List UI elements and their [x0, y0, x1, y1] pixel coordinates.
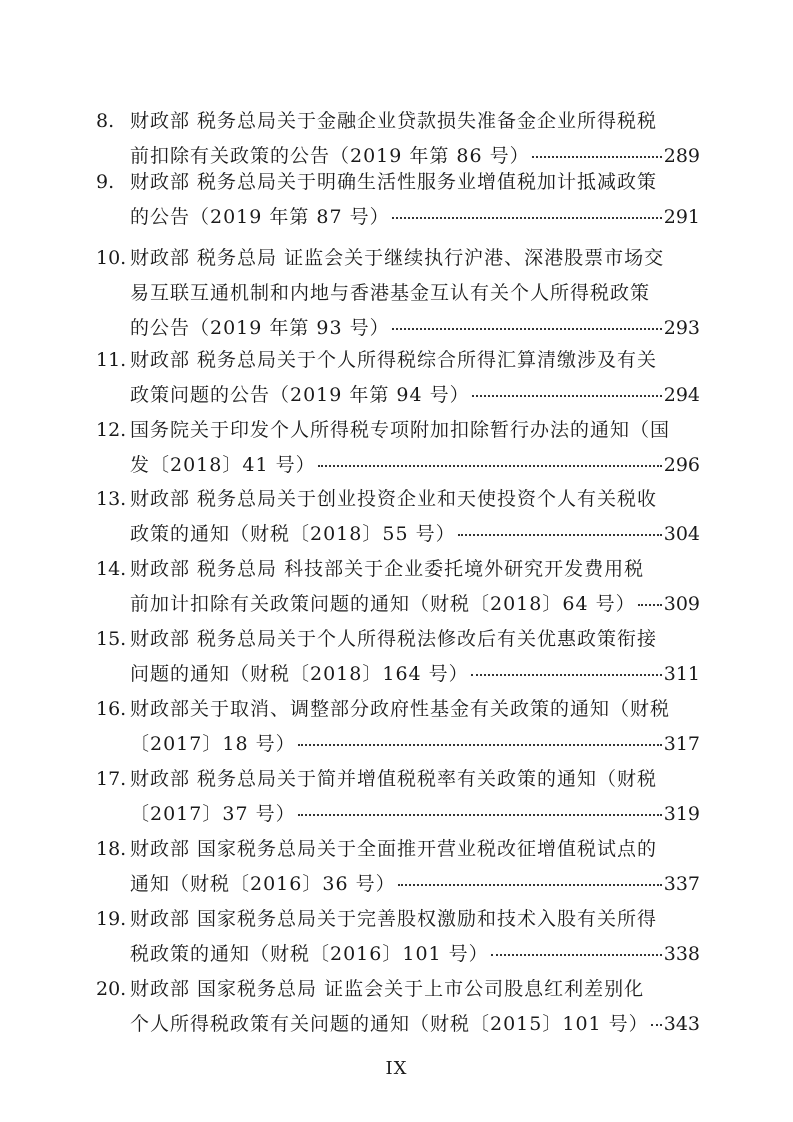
toc-entry-line	[96, 378, 700, 413]
toc-entry-line	[96, 343, 700, 378]
toc-entry-line	[96, 937, 700, 972]
toc-entry[interactable]	[96, 482, 700, 552]
toc-entry-title: 财政部 国家税务总局关于完善股权激励和技术入股有关所得	[130, 908, 658, 930]
toc-entry-line	[96, 657, 700, 692]
toc-page-number: 293	[663, 317, 700, 339]
toc-entry-title: 财政部 国家税务总局关于全面推开营业税改征增值税试点的	[130, 838, 658, 860]
toc-entry[interactable]	[96, 552, 700, 622]
toc-entry-title: 前扣除有关政策的公告（2019 年第 86 号）	[130, 145, 530, 167]
toc-entry-title: 前加计扣除有关政策问题的通知（财税〔2018〕64 号）	[130, 593, 636, 615]
toc-entry-title: 财政部 税务总局关于个人所得税综合所得汇算清缴涉及有关	[130, 349, 658, 371]
toc-page-number: 291	[663, 206, 700, 228]
toc-entry-line	[96, 517, 700, 552]
toc-entry-line	[96, 727, 700, 762]
toc-entry-line	[96, 200, 700, 235]
toc-entry-title: 的公告（2019 年第 87 号）	[130, 206, 390, 228]
toc-entry-title: 的公告（2019 年第 93 号）	[130, 317, 390, 339]
toc-page-number: 317	[663, 733, 700, 755]
toc-entry[interactable]	[96, 165, 700, 235]
toc-leader-dots	[318, 465, 662, 467]
page-number: IX	[385, 1058, 408, 1079]
toc-entry-title: 财政部 税务总局关于明确生活性服务业增值税加计抵减政策	[130, 171, 658, 193]
toc-entry[interactable]	[96, 104, 700, 174]
toc-entry-title: 〔2017〕18 号）	[130, 733, 296, 755]
toc-entry-line	[96, 832, 700, 867]
toc-entry-line	[96, 104, 700, 139]
toc-entry-line	[96, 552, 700, 587]
toc-page-number: 337	[663, 873, 700, 895]
toc-leader-dots	[298, 744, 662, 746]
toc-entry-title: 财政部关于取消、调整部分政府性基金有关政策的通知（财税	[130, 698, 671, 720]
toc-entry-number: 13.	[96, 488, 127, 510]
toc-page-number: 309	[663, 593, 700, 615]
toc-page-number: 294	[663, 384, 700, 406]
toc-entry-number: 20.	[96, 978, 127, 1000]
toc-entry-line	[96, 797, 700, 832]
toc-entry[interactable]	[96, 972, 700, 1042]
toc-leader-dots	[651, 1024, 662, 1026]
toc-entry-title: 问题的通知（财税〔2018〕164 号）	[130, 663, 469, 685]
toc-entry-line	[96, 448, 700, 483]
toc-page-number: 343	[663, 1013, 700, 1035]
toc-page-number: 304	[663, 523, 700, 545]
toc-entry-title: 财政部 国家税务总局 证监会关于上市公司股息红利差别化	[130, 978, 645, 1000]
toc-entry-title: 发〔2018〕41 号）	[130, 454, 316, 476]
toc-entry-line	[96, 413, 700, 448]
toc-entry-number: 19.	[96, 908, 127, 930]
toc-entry-title: 税政策的通知（财税〔2016〕101 号）	[130, 943, 489, 965]
toc-entry-line	[96, 276, 700, 311]
toc-entry-line	[96, 622, 700, 657]
toc-entry-number: 14.	[96, 558, 127, 580]
toc-entry[interactable]	[96, 832, 700, 902]
toc-entry-line	[96, 972, 700, 1007]
toc-entry[interactable]	[96, 622, 700, 692]
toc-leader-dots	[398, 884, 662, 886]
toc-entry-line	[96, 482, 700, 517]
toc-entry[interactable]	[96, 692, 700, 762]
toc-entry-title: 个人所得税政策有关问题的通知（财税〔2015〕101 号）	[130, 1013, 649, 1035]
toc-entry-title: 财政部 税务总局 证监会关于继续执行沪港、深港股票市场交	[130, 247, 665, 269]
toc-entry-line	[96, 867, 700, 902]
toc-entry-title: 通知（财税〔2016〕36 号）	[130, 873, 396, 895]
toc-entry-title: 财政部 税务总局关于简并增值税税率有关政策的通知（财税	[130, 768, 658, 790]
toc-page-number: 296	[663, 454, 700, 476]
toc-leader-dots	[458, 534, 662, 536]
toc-entry-title: 易互联互通机制和内地与香港基金互认有关个人所得税政策	[130, 282, 651, 304]
toc-entry-line	[96, 762, 700, 797]
toc-entry-line	[96, 311, 700, 346]
toc-leader-dots	[491, 954, 662, 956]
toc-entry-number: 11.	[96, 349, 127, 371]
toc-entry[interactable]	[96, 343, 700, 413]
toc-page-number: 311	[663, 663, 700, 685]
toc-leader-dots	[298, 814, 662, 816]
toc-entry-title: 国务院关于印发个人所得税专项附加扣除暂行办法的通知（国	[130, 419, 671, 441]
toc-entry-line	[96, 902, 700, 937]
toc-entry-line	[96, 587, 700, 622]
toc-page-number: 319	[663, 803, 700, 825]
toc-entry-number: 16.	[96, 698, 127, 720]
toc-entry[interactable]	[96, 241, 700, 346]
toc-entry-number: 9.	[96, 171, 115, 193]
toc-entry-number: 17.	[96, 768, 127, 790]
toc-leader-dots	[471, 674, 662, 676]
toc-leader-dots	[392, 217, 662, 219]
toc-entry-number: 18.	[96, 838, 127, 860]
toc-entry-title: 政策的通知（财税〔2018〕55 号）	[130, 523, 456, 545]
toc-entry-title: 财政部 税务总局关于个人所得税法修改后有关优惠政策衔接	[130, 628, 658, 650]
toc-entry-line	[96, 165, 700, 200]
toc-entry-title: 财政部 税务总局关于金融企业贷款损失准备金企业所得税税	[130, 110, 658, 132]
toc-page-number: 338	[663, 943, 700, 965]
toc-entry[interactable]	[96, 762, 700, 832]
toc-entry-line	[96, 692, 700, 727]
toc-leader-dots	[532, 156, 662, 158]
toc-entry-number: 15.	[96, 628, 127, 650]
toc-leader-dots	[638, 604, 662, 606]
toc-entry-title: 财政部 税务总局 科技部关于企业委托境外研究开发费用税	[130, 558, 645, 580]
toc-page-number: 289	[663, 145, 700, 167]
toc-entry[interactable]	[96, 902, 700, 972]
toc-entry-title: 政策问题的公告（2019 年第 94 号）	[130, 384, 470, 406]
toc-entry-title: 财政部 税务总局关于创业投资企业和天使投资个人有关税收	[130, 488, 658, 510]
toc-entry-line	[96, 241, 700, 276]
toc-entry-title: 〔2017〕37 号）	[130, 803, 296, 825]
toc-leader-dots	[392, 328, 662, 330]
toc-entry-number: 12.	[96, 419, 127, 441]
toc-entry[interactable]	[96, 413, 700, 483]
toc-entry-line	[96, 1007, 700, 1042]
toc-leader-dots	[472, 395, 662, 397]
toc-entry-number: 10.	[96, 247, 127, 269]
toc-entry-number: 8.	[96, 110, 115, 132]
